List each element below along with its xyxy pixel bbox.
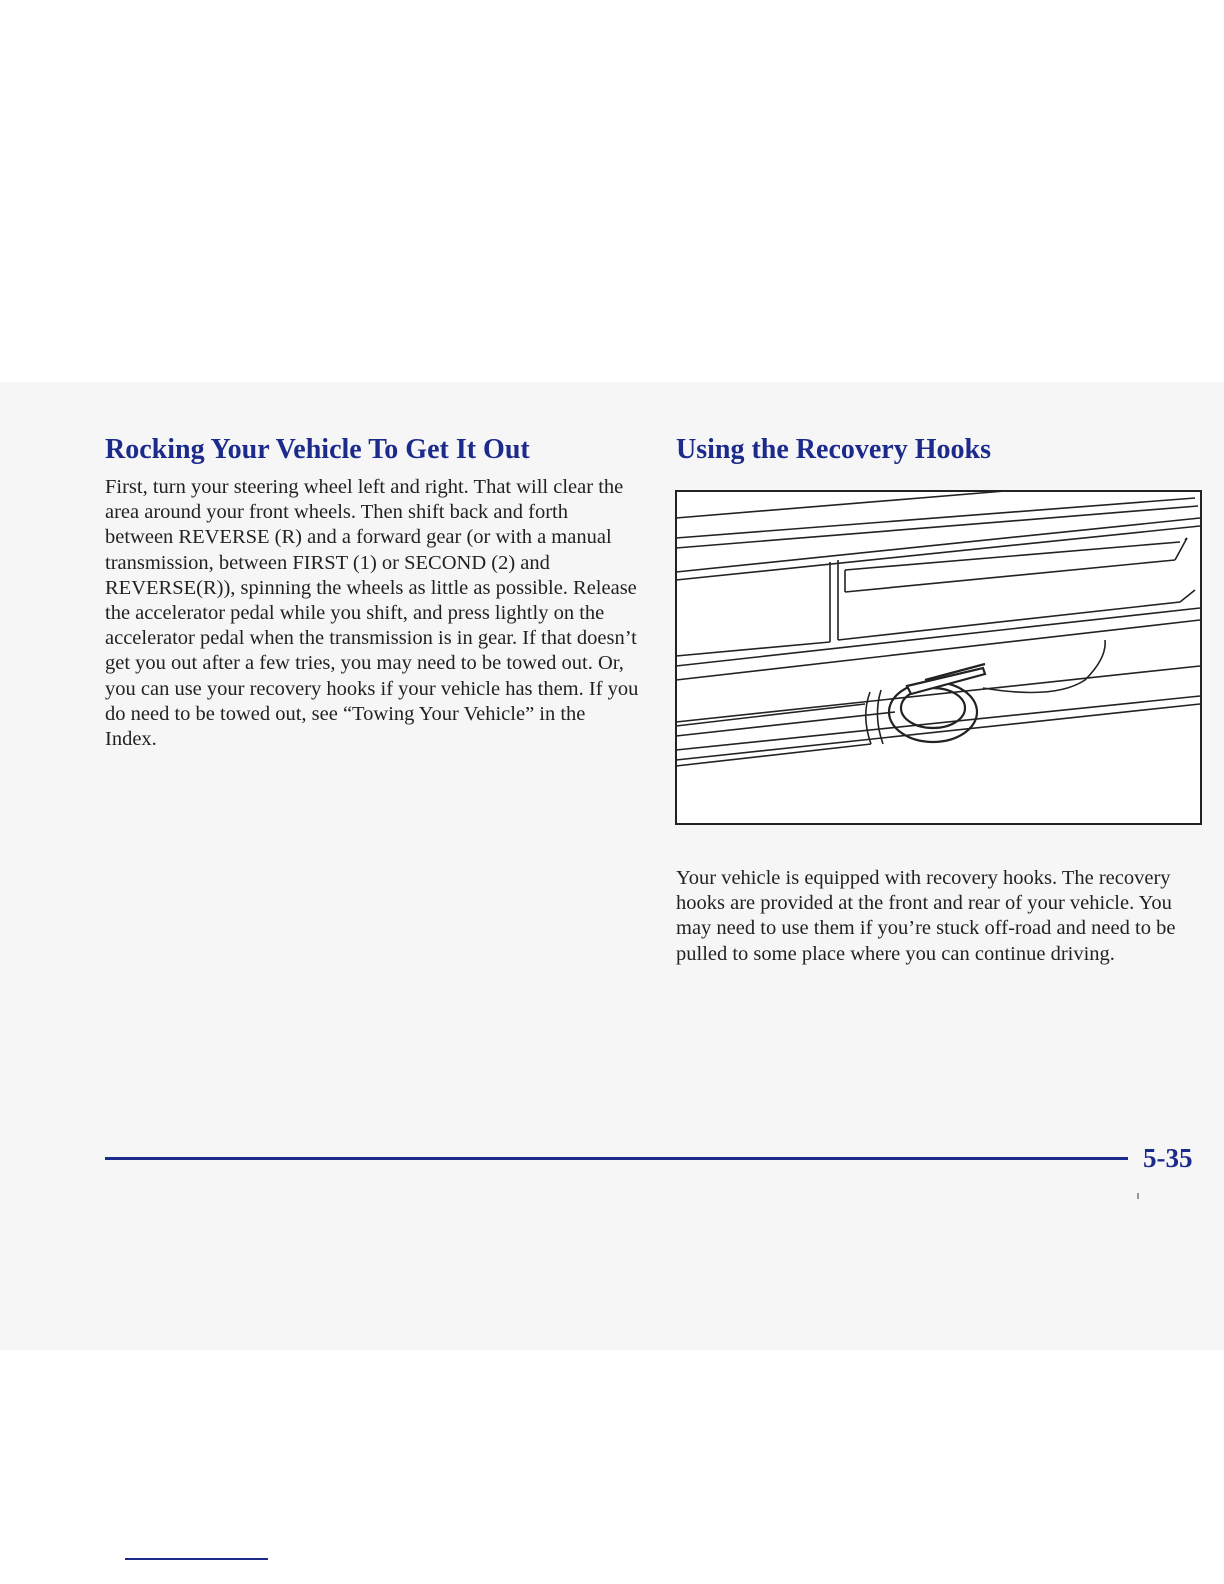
footer-link-underline[interactable]	[125, 1558, 268, 1560]
rocking-vehicle-paragraph: First, turn your steering wheel left and right. That will clear the area around your front wheels. Then shift back and forth between REVERSE (R) and a forward gear (or with a manual transmission, between FIRST (1) or SECOND (2) and REVERSE(R)), spinning the wheels as little as possible. Release the accelerator pedal while you shift, and press lightly on the accelerator pedal when the transmission is in gear. If that doesn’t get you out after a few tries, you may need to be towed out. Or, you can use your recovery hooks if your vehicle has them. If you do need to be towed out, see “Towing Your Vehicle” in the Index.	[105, 476, 639, 751]
rocking-vehicle-heading: Rocking Your Vehicle To Get It Out	[105, 434, 530, 465]
recovery-hook-illustration	[675, 490, 1202, 825]
scan-mark	[1137, 1193, 1139, 1199]
recovery-hooks-heading: Using the Recovery Hooks	[676, 434, 991, 465]
recovery-hook-drawing	[675, 490, 1202, 825]
recovery-hooks-paragraph: Your vehicle is equipped with recovery hooks. The recovery hooks are provided at the front and rear of your vehicle. You may need to use them if you’re stuck off-road and need to be pulled to some place where you can continue driving.	[676, 867, 1176, 965]
footer-rule	[105, 1157, 1128, 1160]
page-number: 5-35	[1143, 1143, 1193, 1173]
